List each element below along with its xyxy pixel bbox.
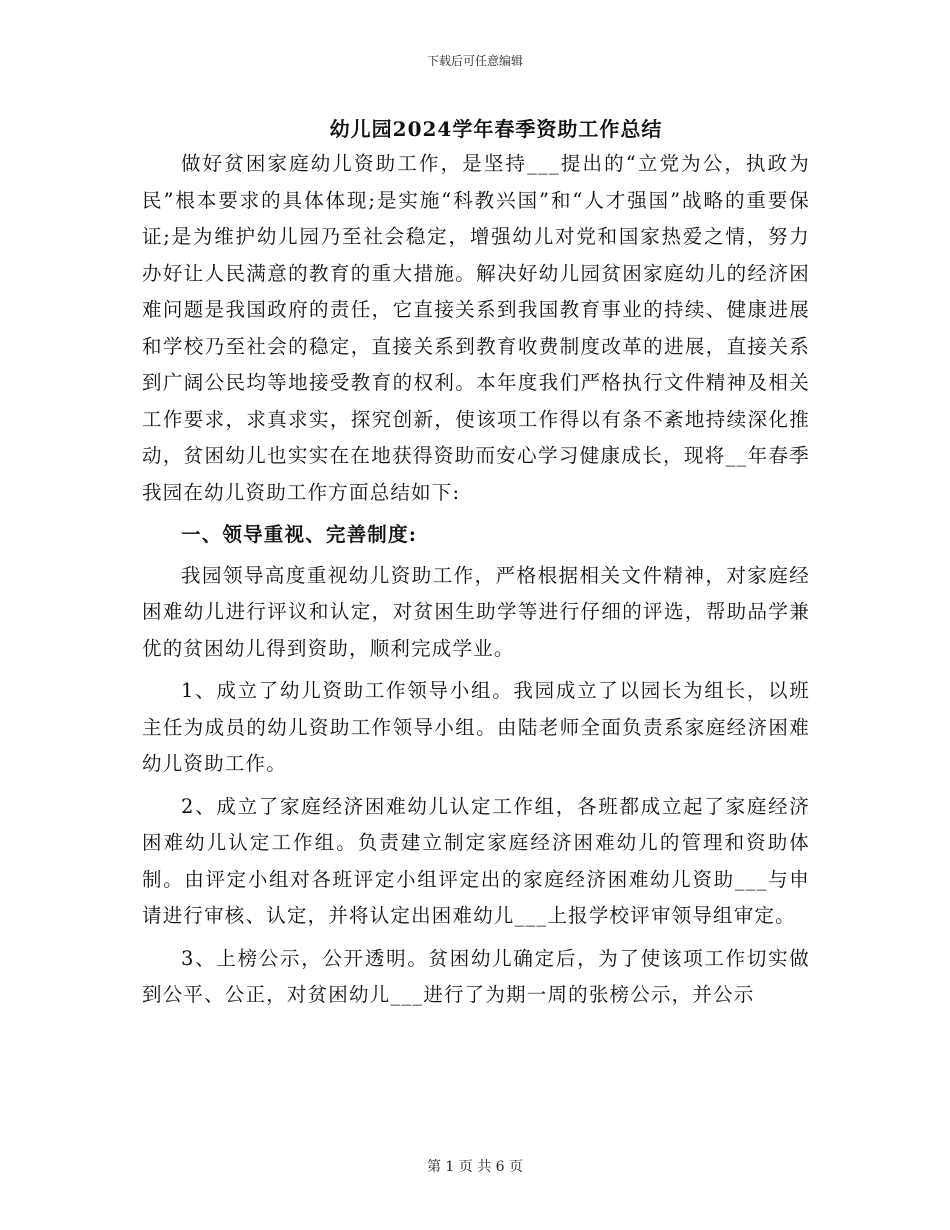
intro-paragraph: 做好贫困家庭幼儿资助工作，是坚持___提出的“立党为公，执政为民”根本要求的具体体现;是实施“科教兴国”和“人才强国”战略的重要保证;是为维护幼儿园乃至社会稳定，增强幼儿对党和国家热爱之情，努力办好让人民满意的教育的重大措施。解决好幼儿园贫困家庭幼儿的经济困难问题是我国政府的责任，它直接关系到我国教育事业的持续、健康进展和学校乃至社会的稳定，直接关系到教育收费制度改革的进展，直接关系到广阔公民均等地接受教育的权利。本年度我们严格执行文件精神及相关工作要求，求真求实，探究创新，使该项工作得以有条不紊地持续深化推动，贫困幼儿也实实在在地获得资助而安心学习健康成长，现将__年春季我园在幼儿资助工作方面总结如下: [142, 152, 810, 504]
document-title: 幼儿园2024学年春季资助工作总结 [329, 117, 663, 141]
section-1-heading: 一、领导重视、完善制度: [181, 523, 418, 546]
document-body [142, 112, 810, 1014]
list-item-3: 3、上榜公示，公开透明。贫困幼儿确定后，为了使该项工作切实做到公平、公正，对贫困幼儿___进行了为期一周的张榜公示，并公示 [142, 946, 810, 1006]
page-header-note: 下载后可任意编辑 [426, 54, 523, 68]
list-item-2: 2、成立了家庭经济困难幼儿认定工作组，各班都成立起了家庭经济困难幼儿认定工作组。负责建立制定家庭经济困难幼儿的管理和资助体制。由评定小组对各班评定小组评定出的家庭经济困难幼儿资助___与申请进行审核、认定，并将认定出困难幼儿___上报学校评审领导组审定。 [142, 794, 810, 927]
list-item-1: 1、成立了幼儿资助工作领导小组。我园成立了以园长为组长，以班主任为成员的幼儿资助工作领导小组。由陆老师全面负责系家庭经济困难幼儿资助工作。 [142, 679, 810, 775]
section-1-paragraph: 我园领导高度重视幼儿资助工作，严格根据相关文件精神，对家庭经困难幼儿进行评议和认定，对贫困生助学等进行仔细的评选，帮助品学兼优的贫困幼儿得到资助，顺利完成学业。 [142, 563, 810, 660]
page-number-footer: 第 1 页 共 6 页 [426, 1159, 524, 1175]
